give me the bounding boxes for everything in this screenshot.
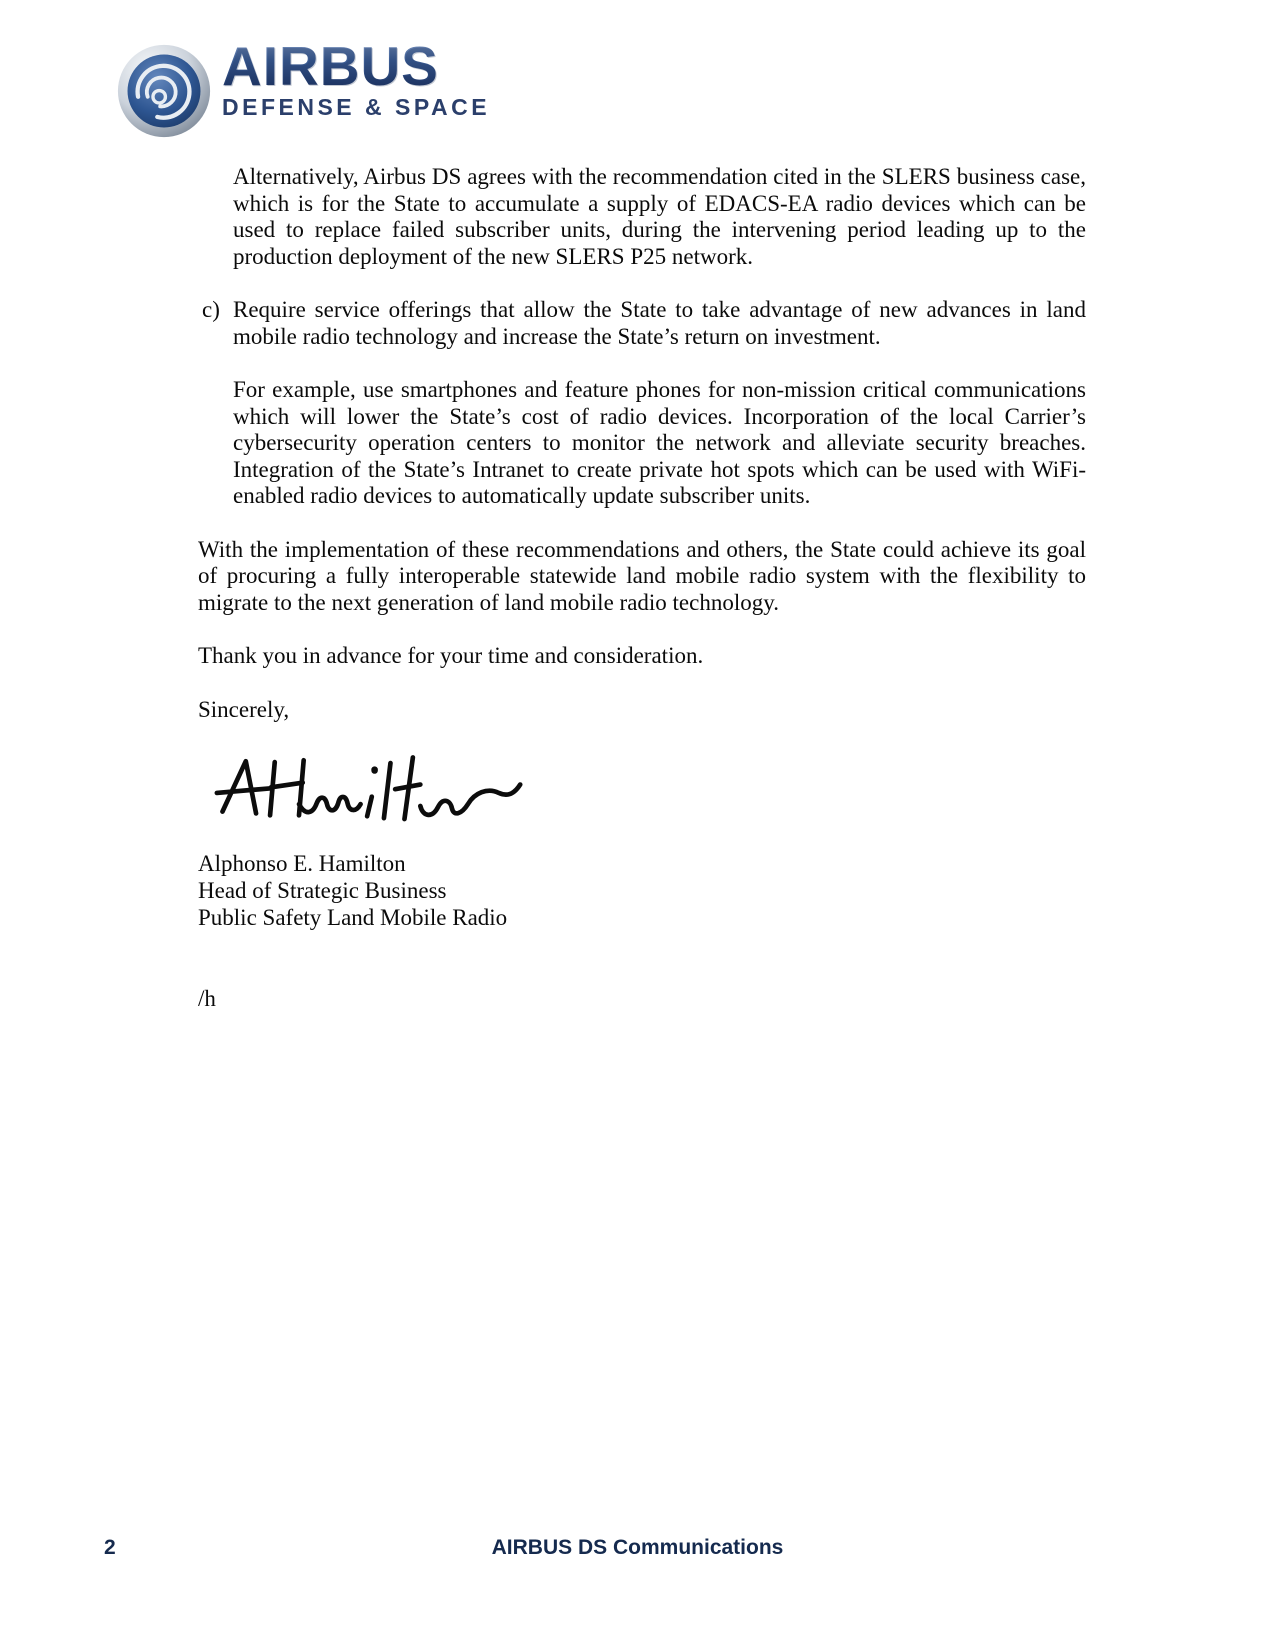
signer-department: Public Safety Land Mobile Radio (198, 905, 508, 930)
reference-initials: /h (198, 986, 216, 1011)
page-number: 2 (104, 1536, 116, 1559)
page-footer (0, 1536, 1275, 1560)
valediction: Sincerely, (198, 696, 290, 722)
paragraph-example: For example, use smartphones and feature phones for non-mission critical communications which will lower the State’s cost of radio devices. Incorporation of the local Carrier’s cybersecurity operation centers to monitor the network and alleviate security breaches. Integration of the State’s Intranet to create private hot spots which can be used with WiFi-enabled radio devices to automatically update subscriber units. (233, 377, 1086, 508)
signer-name: Alphonso E. Hamilton (198, 851, 406, 876)
signer-title: Head of Strategic Business (198, 878, 447, 903)
paragraph-closing: With the implementation of these recommendations and others, the State could achieve its goal of procuring a fully interoperable statewide land mobile radio system with the flexibility to migrate to the next generation of land mobile radio technology. (198, 536, 1086, 615)
list-item-c-text: Require service offerings that allow the State to take advantage of new advances in land mobile radio technology and increase the State’s return on investment. (233, 297, 1086, 349)
logo-division-text: DEFENSE & SPACE (222, 94, 491, 120)
thanks-line: Thank you in advance for your time and consideration. (198, 643, 704, 668)
letter-body (198, 164, 1086, 1013)
airbus-logo (116, 35, 491, 139)
handwritten-signature (204, 750, 1086, 836)
logo-brand-text: AIRBUS (222, 40, 490, 92)
logo-wordmark (222, 35, 491, 121)
signature-block (198, 850, 1086, 931)
footer-title: AIRBUS DS Communications (491, 1536, 784, 1559)
list-item-c-label: c) (202, 297, 220, 322)
paragraph-alternative: Alternatively, Airbus DS agrees with the recommendation cited in the SLERS business case, which is for the State to accumulate a supply of EDACS-EA radio devices which can be used to replace failed subscriber units, during the intervening period leading up to the production deployment of the new SLERS P25 network. (233, 164, 1086, 269)
swirl-globe-icon (116, 43, 212, 139)
list-item-c (198, 297, 1086, 350)
